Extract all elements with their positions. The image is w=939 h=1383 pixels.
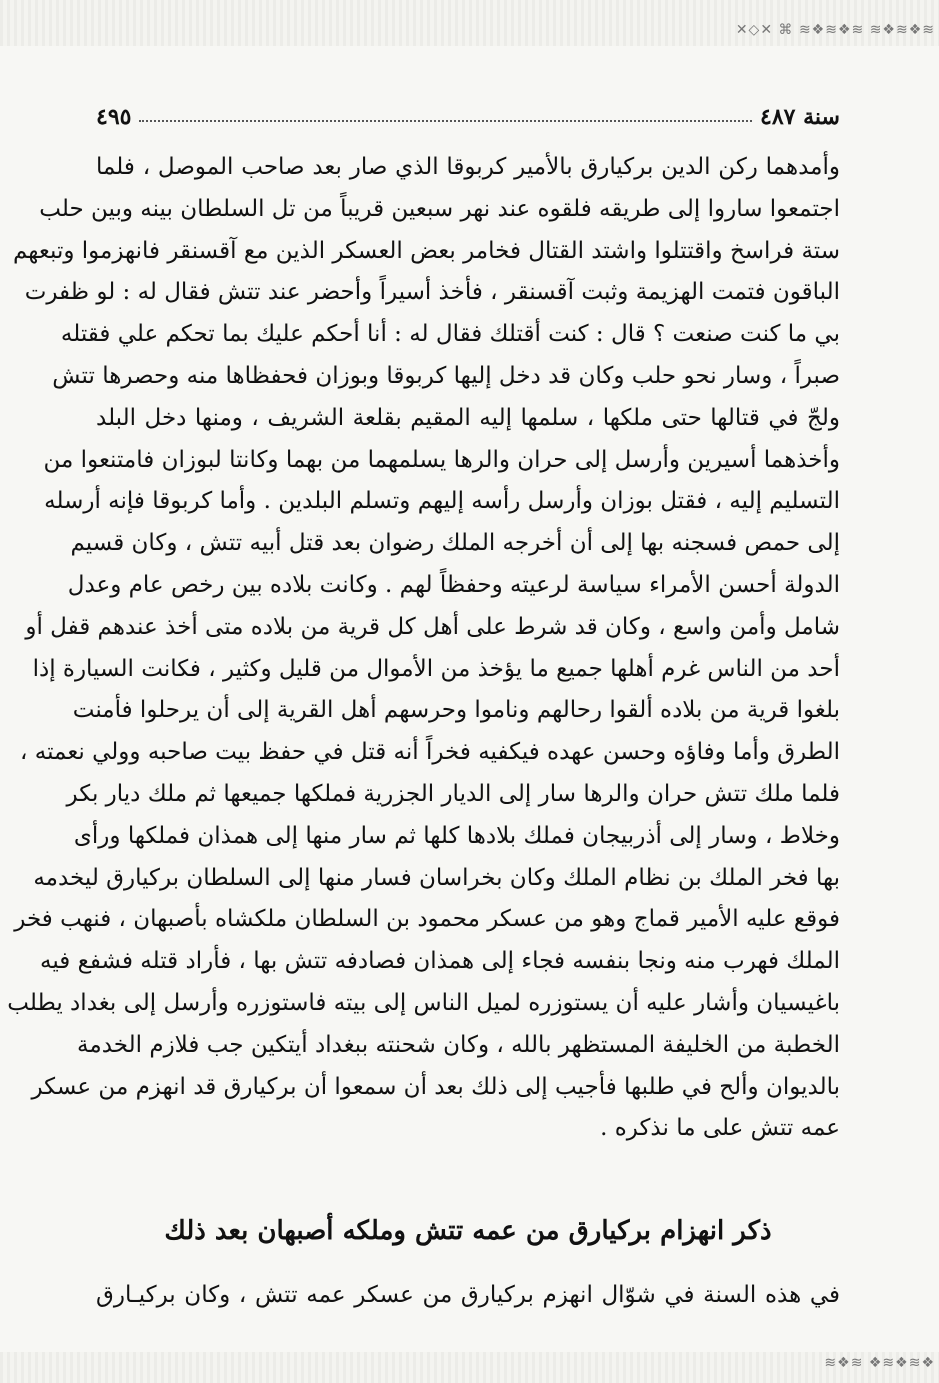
text-line: وأخذهما أسيرين وأرسل إلى حران والرها يسلمهما من بهما وكانتا لبوزان فامتنعوا من bbox=[43, 446, 840, 473]
page-number: ٤٩٥ bbox=[96, 104, 132, 130]
text-line: وخلاط ، وسار إلى أذربيجان فملك بلادها كلها ثم سار منها إلى همذان فملكها ورأى bbox=[73, 822, 840, 849]
body-text bbox=[7, 147, 840, 1150]
bottom-ornament-border: ≋❖≋ ❖≋❖≋❖ bbox=[824, 1355, 935, 1371]
text-line: ستة فراسخ واقتتلوا واشتد القتال فخامر بعض العسكر الذين مع آقسنقر فانهزموا وتبعهم bbox=[13, 237, 840, 264]
top-ornament-border: ✕◇✕ ⌘ ≋❖≋❖≋ ≋❖≋❖≋ bbox=[735, 22, 935, 38]
text-line: اجتمعوا ساروا إلى طريقه فلقوه عند نهر سبعين قريباً من تل السلطان بينه وبين حلب bbox=[39, 195, 840, 222]
text-line: بي ما كنت صنعت ؟ قال : كنت أقتلك فقال له : أنا أحكم عليك بما تحكم علي فقتله bbox=[60, 321, 840, 348]
text-line: وأمدهما ركن الدين بركيارق بالأمير كربوقا الذي صار بعد صاحب الموصل ، فلما bbox=[96, 154, 840, 180]
scan-edge-bottom bbox=[0, 1352, 939, 1383]
text-line: الملك فهرب منه ونجا بنفسه فجاء إلى همذان فصادفه تتش بها ، فأراد قتله فشفع فيه bbox=[40, 948, 840, 975]
text-line: أحد من الناس غرم أهلها جميع ما يؤخذ من الأموال من قليل وكثير ، فكانت السيارة إذا bbox=[32, 655, 840, 682]
header-dotted-rule bbox=[139, 120, 752, 122]
year-heading: سنة ٤٨٧ bbox=[760, 104, 840, 130]
text-line: بلغوا قرية من بلاده ألقوا رحالهم وناموا وحرسهم أهل القرية إلى أن يرحلوا فأمنت bbox=[72, 697, 840, 724]
text-line: عمه تتش على ما نذكره . bbox=[600, 1115, 840, 1142]
text-line: باغيسيان وأشار عليه أن يستوزره لميل الناس إلى بيته فاستوزره وأرسل إلى بغداد يطلب bbox=[7, 989, 840, 1016]
text-line: ولجّ في قتالها حتى ملكها ، سلمها إليه المقيم بقلعة الشريف ، ومنها دخل البلد bbox=[96, 404, 840, 431]
section-first-line: في هذه السنة في شوّال انهزم بركيارق من عسكر عمه تتش ، وكان بركيـارق bbox=[96, 1282, 840, 1308]
text-line: صبراً ، وسار نحو حلب وكان قد دخل إليها كربوقا وبوزان فحفظاها منه وحصرها تتش bbox=[52, 362, 840, 389]
text-line: بالديوان وألح في طلبها فأجيب إلى ذلك بعد أن سمعوا أن بركيارق قد انهزم من عسكر bbox=[31, 1073, 840, 1100]
section-heading: ذكر انهزام بركيارق من عمه تتش وملكه أصبهان بعد ذلك bbox=[164, 1216, 772, 1246]
text-line: فوقع عليه الأمير قماج وهو من عسكر محمود بن السلطان ملكشاه بأصبهان ، فنهب فخر bbox=[14, 906, 840, 933]
page-header bbox=[96, 90, 840, 130]
text-line: الطرق وأما وفاؤه وحسن عهده فيكفيه فخراً أنه قتل في حفظ بيت صاحبه وولي نعمته ، bbox=[20, 739, 840, 766]
text-line: الدولة أحسن الأمراء سياسة لرعيته وحفظاً لهم . وكانت بلاده بين رخص عام وعدل bbox=[67, 571, 840, 598]
text-line: الخطبة من الخليفة المستظهر بالله ، وكان شحنته ببغداد أيتكين جب فلازم الخدمة bbox=[77, 1031, 840, 1058]
text-line: فلما ملك تتش حران والرها سار إلى الديار الجزرية فملكها جميعها ثم ملك ديار بكر bbox=[66, 780, 840, 807]
text-line: إلى حمص فسجنه بها إلى أن أخرجه الملك رضوان بعد قتل أبيه تتش ، وكان قسيم bbox=[70, 530, 840, 557]
text-line: الباقون فتمت الهزيمة وثبت آقسنقر ، فأخذ أسيراً وأحضر عند تتش فقال له : لو ظفرت bbox=[24, 279, 840, 306]
text-line: بها فخر الملك بن نظام الملك وكان بخراسان فسار منها إلى السلطان بركيارق ليخدمه bbox=[33, 864, 840, 891]
text-line: شامل وأمن واسع ، وكان قد شرط على أهل كل قرية من بلاده متى أخذ عندهم قفل أو bbox=[25, 613, 840, 640]
text-line: التسليم إليه ، فقتل بوزان وأرسل رأسه إليهم وتسلم البلدين . وأما كربوقا فإنه أرسله bbox=[44, 488, 840, 515]
